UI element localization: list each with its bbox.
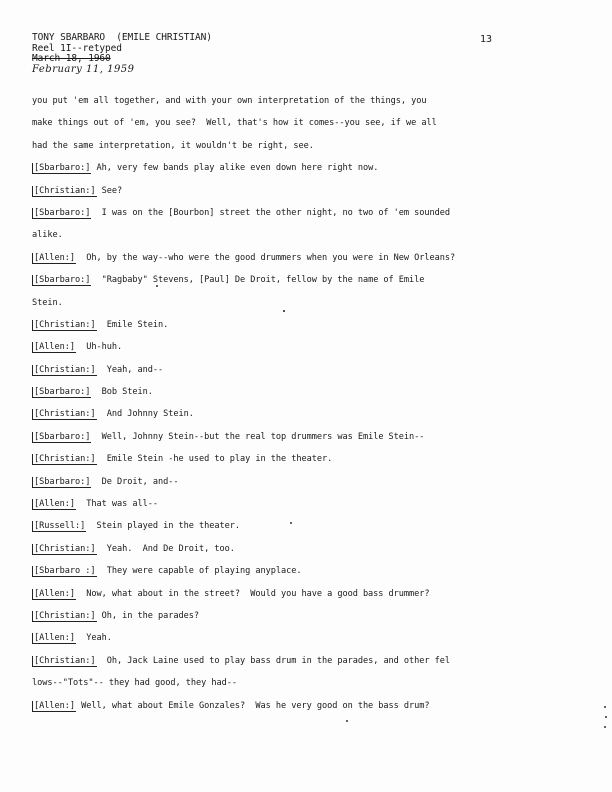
speaker-label: [Sbarbaro:] (34, 275, 91, 286)
speaker-label: [Christian:] (34, 319, 96, 330)
speaker-label: [Christian:] (34, 409, 96, 420)
transcript-line (32, 538, 572, 560)
speaker-label: [Sbarbaro:] (34, 431, 91, 442)
speaker-label: [Sbarbaro:] (34, 207, 91, 218)
transcript-line (32, 605, 572, 627)
transcript-line (32, 359, 572, 381)
transcript-line (32, 292, 572, 314)
speaker-label: [Russell:] (34, 521, 86, 532)
transcript-line (32, 448, 572, 470)
line-text: Oh, in the parades? (96, 610, 199, 621)
speaker-label: [Allen:] (34, 588, 75, 599)
line-text: Now, what about in the street? Would you have a good bass drummer? (76, 588, 430, 599)
line-text: Yeah, and-- (96, 364, 164, 375)
line-text: That was all-- (76, 499, 158, 510)
speaker-label: [Sbarbaro :] (34, 566, 96, 577)
speaker-label: [Christian:] (34, 543, 96, 554)
transcript-line (32, 135, 572, 157)
line-text: See? (96, 185, 123, 196)
transcript-line (32, 583, 572, 605)
transcript-line (32, 493, 572, 515)
speaker-label: [Christian:] (34, 454, 96, 465)
line-text: Oh, Jack Laine used to play bass drum in the parades, and other fel (96, 655, 451, 666)
transcript-body (32, 90, 572, 717)
line-text: And Johnny Stein. (96, 409, 194, 420)
transcript-line (32, 247, 572, 269)
transcript-line (32, 112, 572, 134)
transcript-line (32, 426, 572, 448)
line-text: you put 'em all together, and with your own interpretation of the things, you (32, 96, 427, 106)
line-text: had the same interpretation, it wouldn't be right, see. (32, 140, 314, 151)
speck (346, 720, 348, 722)
transcript-line (32, 202, 572, 224)
transcript-line (32, 672, 572, 694)
line-text: Ah, very few bands play alike even down here right now. (91, 163, 379, 174)
speck (290, 522, 292, 524)
transcript-line (32, 627, 572, 649)
transcript-line (32, 650, 572, 672)
transcript-line (32, 695, 572, 717)
speaker-label: [Sbarbaro:] (34, 163, 91, 174)
speaker-label: [Allen:] (34, 700, 75, 711)
header-date-handwritten: February 11, 1959 (32, 63, 135, 75)
line-text: alike. (32, 230, 63, 241)
transcript-line (32, 269, 572, 291)
line-text: Yeah. (76, 633, 112, 644)
line-text: Stein played in the theater. (86, 521, 240, 532)
transcript-line (32, 471, 572, 493)
speaker-label: [Allen:] (34, 499, 75, 510)
speaker-label: [Christian:] (34, 610, 96, 621)
header-reel: Reel 1I--retyped (32, 42, 122, 54)
transcript-line (32, 560, 572, 582)
speaker-label: [Christian:] (34, 185, 96, 196)
line-text: Yeah. And De Droit, too. (96, 543, 235, 554)
line-text: make things out of 'em, you see? Well, that's how it comes--you see, if we all (32, 118, 437, 129)
transcript-line (32, 381, 572, 403)
line-text: De Droit, and-- (91, 476, 179, 487)
header-interviewee: TONY SBARBARO (EMILE CHRISTIAN) (32, 32, 212, 43)
transcript-line (32, 403, 572, 425)
line-text: Emile Stein. (96, 319, 169, 330)
document-header (32, 33, 212, 75)
line-text: They were capable of playing anyplace. (96, 566, 302, 577)
line-text: lows--"Tots"-- they had good, they had-- (32, 678, 237, 689)
line-text: Stein. (32, 297, 63, 308)
transcript-line (32, 515, 572, 537)
line-text: Emile Stein -he used to play in the theater. (96, 454, 333, 465)
transcript-line (32, 314, 572, 336)
speaker-label: [Sbarbaro:] (34, 476, 91, 487)
line-text: "Ragbaby" Stevens, [Paul] De Droit, fellow by the name of Emile (91, 275, 425, 286)
speaker-label: [Allen:] (34, 252, 75, 263)
speck (605, 716, 607, 718)
speck (156, 285, 158, 287)
transcript-line (32, 90, 572, 112)
speck (604, 706, 606, 708)
page-number: 13 (480, 34, 493, 45)
transcript-line (32, 157, 572, 179)
speck (283, 310, 285, 312)
speaker-label: [Sbarbaro:] (34, 387, 91, 398)
line-text: Well, Johnny Stein--but the real top drummers was Emile Stein-- (91, 431, 425, 442)
transcript-line (32, 180, 572, 202)
speaker-label: [Christian:] (34, 655, 96, 666)
line-text: Uh-huh. (76, 342, 123, 353)
line-text: Well, what about Emile Gonzales? Was he very good on the bass drum? (76, 700, 430, 711)
speaker-label: [Allen:] (34, 342, 75, 353)
line-text: Oh, by the way--who were the good drummers when you were in New Orleans? (76, 252, 456, 263)
speaker-label: [Allen:] (34, 633, 75, 644)
line-text: Bob Stein. (91, 387, 153, 398)
line-text: I was on the [Bourbon] street the other night, no two of 'em sounded (91, 207, 451, 218)
header-date-struck: March 18, 1960 (32, 53, 111, 64)
speck (604, 726, 606, 728)
transcript-line (32, 224, 572, 246)
speaker-label: [Christian:] (34, 364, 96, 375)
transcript-line (32, 336, 572, 358)
